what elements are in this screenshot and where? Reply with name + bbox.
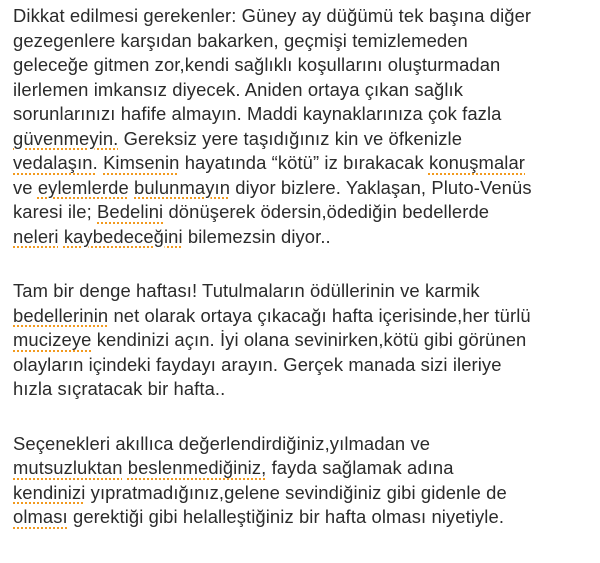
spellcheck-flagged-word: neleri <box>13 225 59 247</box>
spellcheck-flagged-word: vedalaşın. <box>13 152 98 173</box>
spellcheck-flagged-word: mutsuzluktan <box>13 457 123 478</box>
spellcheck-flagged-word: Kimsenin <box>103 152 180 173</box>
spellcheck-flagged-word: mucizeye <box>13 329 92 350</box>
text-line: Tam bir denge haftası! Tutulmaların ödüllerinin ve karmik <box>13 280 480 301</box>
paragraph-spacer <box>13 249 596 279</box>
paragraph-spacer <box>13 402 596 432</box>
text-line: ilerlemen imkansız diyecek. Aniden ortaya çıkan sağlık <box>13 78 464 100</box>
text-line: karesi ile; Bedelini dönüşerek ödersin,ödediğin bedellerde <box>13 201 490 222</box>
paragraph-3 <box>13 432 596 530</box>
text-line: bedellerinin net olarak ortaya çıkacağı hafta içerisinde,her türlü <box>13 304 531 326</box>
text-line: kendinizi yıpratmadığınız,gelene sevindiğiniz gibi gidenle de <box>13 481 507 503</box>
spellcheck-flagged-word: eylemlerde <box>37 176 129 198</box>
spellcheck-flagged-word: kendinizi <box>13 481 86 503</box>
text-line: ve eylemlerde bulunmayın diyor bizlere. Yaklaşan, Pluto-Venüs <box>13 176 532 198</box>
spellcheck-flagged-word: Bedelini <box>97 201 164 222</box>
spellcheck-flagged-word: bulunmayın <box>134 176 231 198</box>
paragraph-1 <box>13 4 596 249</box>
text-line: olayların içindeki faydayı arayın. Gerçek manada sizi ileriye <box>13 353 502 375</box>
text-line: mucizeye kendinizi açın. İyi olana sevinirken,kötü gibi görünen <box>13 329 527 350</box>
spellcheck-flagged-word: kaybedeceğini <box>63 225 183 247</box>
spellcheck-flagged-word: olması <box>13 506 68 527</box>
spellcheck-flagged-word: beslenmediğiniz, <box>127 457 267 478</box>
text-line: neleri kaybedeceğini bilemezsin diyor.. <box>13 225 331 247</box>
text-line: hızla sıçratacak bir hafta.. <box>13 378 226 399</box>
text-line: güvenmeyin. Gereksiz yere taşıdığınız kin ve öfkenizle <box>13 127 463 149</box>
text-line: vedalaşın. Kimsenin hayatında “kötü” iz bırakacak konuşmalar <box>13 152 526 173</box>
text-line: olması gerektiği gibi helalleştiğiniz bir hafta olması niyetiyle. <box>13 506 505 527</box>
text-line: Seçenekleri akıllıca değerlendirdiğiniz,yılmadan ve <box>13 432 431 454</box>
spellcheck-flagged-word: konuşmalar <box>428 152 526 173</box>
text-line: geleceğe gitmen zor,kendi sağlıklı koşullarını oluşturmadan <box>13 54 501 75</box>
text-line: mutsuzluktan beslenmediğiniz, fayda sağlamak adına <box>13 457 454 478</box>
text-line: gezegenlere karşıdan bakarken, geçmişi temizlemeden <box>13 29 468 51</box>
spellcheck-flagged-word: bedellerinin <box>13 304 109 326</box>
spellcheck-flagged-word: güvenmeyin. <box>13 127 119 149</box>
text-line: sorunlarınızı hafife almayın. Maddi kaynaklarınıza çok fazla <box>13 103 502 124</box>
text-line: Dikkat edilmesi gerekenler: Güney ay düğümü tek başına diğer <box>13 5 532 26</box>
paragraph-2 <box>13 279 596 402</box>
